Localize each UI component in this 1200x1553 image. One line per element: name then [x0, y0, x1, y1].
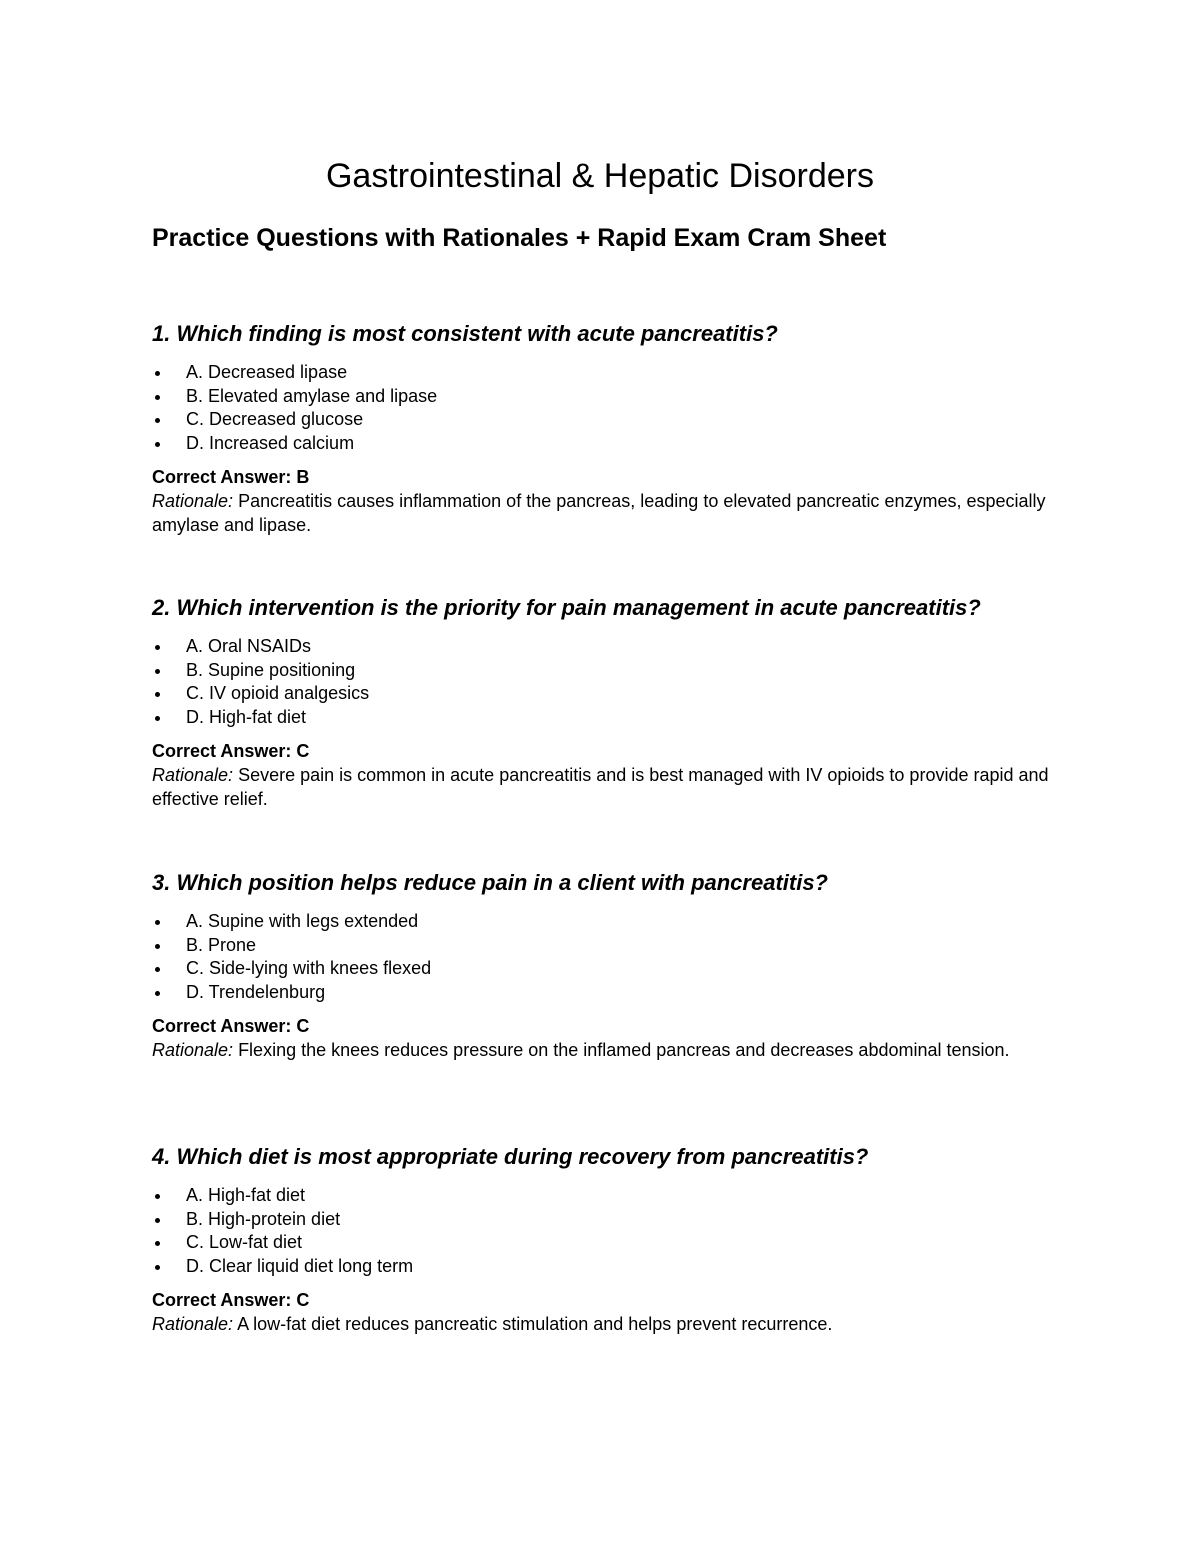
option-label: B. Supine positioning	[186, 659, 356, 680]
option-a	[152, 635, 1052, 659]
bullet-icon	[155, 395, 160, 400]
option-d	[152, 1255, 1052, 1279]
correct-answer: Correct Answer: C	[152, 1016, 310, 1036]
option-c	[152, 1231, 1052, 1255]
option-label: C. Side-lying with knees flexed	[186, 958, 432, 978]
bullet-icon	[155, 418, 160, 423]
bullet-icon	[155, 944, 160, 949]
rationale-text: A low-fat diet reduces pancreatic stimulation and helps prevent recurrence.	[233, 1314, 833, 1334]
correct-answer: Correct Answer: B	[152, 467, 310, 487]
question-text: 1. Which finding is most consistent with acute pancreatitis?	[152, 321, 778, 346]
option-a	[152, 361, 1052, 385]
bullet-icon	[155, 669, 160, 674]
option-label: C. Low-fat diet	[186, 1232, 303, 1252]
question-3	[152, 868, 1052, 1062]
option-b	[152, 934, 1052, 958]
option-c	[152, 957, 1052, 981]
document-title: Gastrointestinal & Hepatic Disorders	[325, 157, 874, 195]
option-label: A. Oral NSAIDs	[186, 636, 312, 656]
rationale-label: Rationale:	[152, 1040, 234, 1060]
bullet-icon	[155, 442, 160, 447]
option-label: B. High-protein diet	[186, 1208, 341, 1229]
option-label: A. Supine with legs extended	[186, 911, 419, 931]
document-subtitle: Practice Questions with Rationales + Rapid Exam Cram Sheet	[152, 224, 887, 252]
question-2	[152, 593, 1052, 811]
option-label: D. Increased calcium	[186, 432, 355, 453]
question-4	[152, 1142, 1052, 1336]
option-label: D. Trendelenburg	[186, 981, 326, 1002]
answer-options	[152, 910, 1052, 1004]
correct-answer: Correct Answer: C	[152, 1290, 310, 1310]
bullet-icon	[155, 371, 160, 376]
option-label: A. High-fat diet	[186, 1185, 306, 1205]
rationale-text: Flexing the knees reduces pressure on the inflamed pancreas and decreases abdominal tension.	[233, 1040, 1010, 1060]
rationale	[152, 489, 1052, 537]
question-text: 2. Which intervention is the priority for pain management in acute pancreatitis?	[152, 595, 981, 620]
rationale	[152, 1312, 1052, 1336]
option-label: D. Clear liquid diet long term	[186, 1255, 414, 1276]
option-d	[152, 432, 1052, 456]
rationale-label: Rationale:	[152, 491, 234, 511]
option-label: C. IV opioid analgesics	[186, 683, 370, 703]
bullet-icon	[155, 991, 160, 996]
rationale	[152, 1038, 1052, 1062]
option-c	[152, 682, 1052, 706]
answer-options	[152, 361, 1052, 455]
answer-options	[152, 1184, 1052, 1278]
option-label: A. Decreased lipase	[186, 362, 348, 382]
rationale	[152, 763, 1052, 811]
bullet-icon	[155, 967, 160, 972]
option-d	[152, 706, 1052, 730]
bullet-icon	[155, 1218, 160, 1223]
option-d	[152, 981, 1052, 1005]
bullet-icon	[155, 920, 160, 925]
rationale-text: Pancreatitis causes inflammation of the pancreas, leading to elevated pancreatic enzymes, especially amylase and lipase.	[152, 491, 1046, 535]
option-label: B. Prone	[186, 934, 257, 955]
question-text: 4. Which diet is most appropriate during recovery from pancreatitis?	[152, 1144, 869, 1169]
bullet-icon	[155, 1265, 160, 1270]
rationale-label: Rationale:	[152, 765, 234, 785]
option-label: D. High-fat diet	[186, 706, 307, 727]
question-1	[152, 319, 1052, 537]
option-c	[152, 408, 1052, 432]
option-label: C. Decreased glucose	[186, 409, 364, 429]
option-b	[152, 385, 1052, 409]
bullet-icon	[155, 645, 160, 650]
bullet-icon	[155, 716, 160, 721]
option-a	[152, 1184, 1052, 1208]
bullet-icon	[155, 1194, 160, 1199]
correct-answer: Correct Answer: C	[152, 741, 310, 761]
rationale-label: Rationale:	[152, 1314, 234, 1334]
option-a	[152, 910, 1052, 934]
answer-options	[152, 635, 1052, 729]
option-b	[152, 659, 1052, 683]
bullet-icon	[155, 1241, 160, 1246]
option-b	[152, 1208, 1052, 1232]
option-label: B. Elevated amylase and lipase	[186, 385, 438, 406]
bullet-icon	[155, 692, 160, 697]
question-text: 3. Which position helps reduce pain in a client with pancreatitis?	[152, 870, 828, 895]
rationale-text: Severe pain is common in acute pancreatitis and is best managed with IV opioids to provide rapid and effective relief.	[152, 765, 1049, 809]
